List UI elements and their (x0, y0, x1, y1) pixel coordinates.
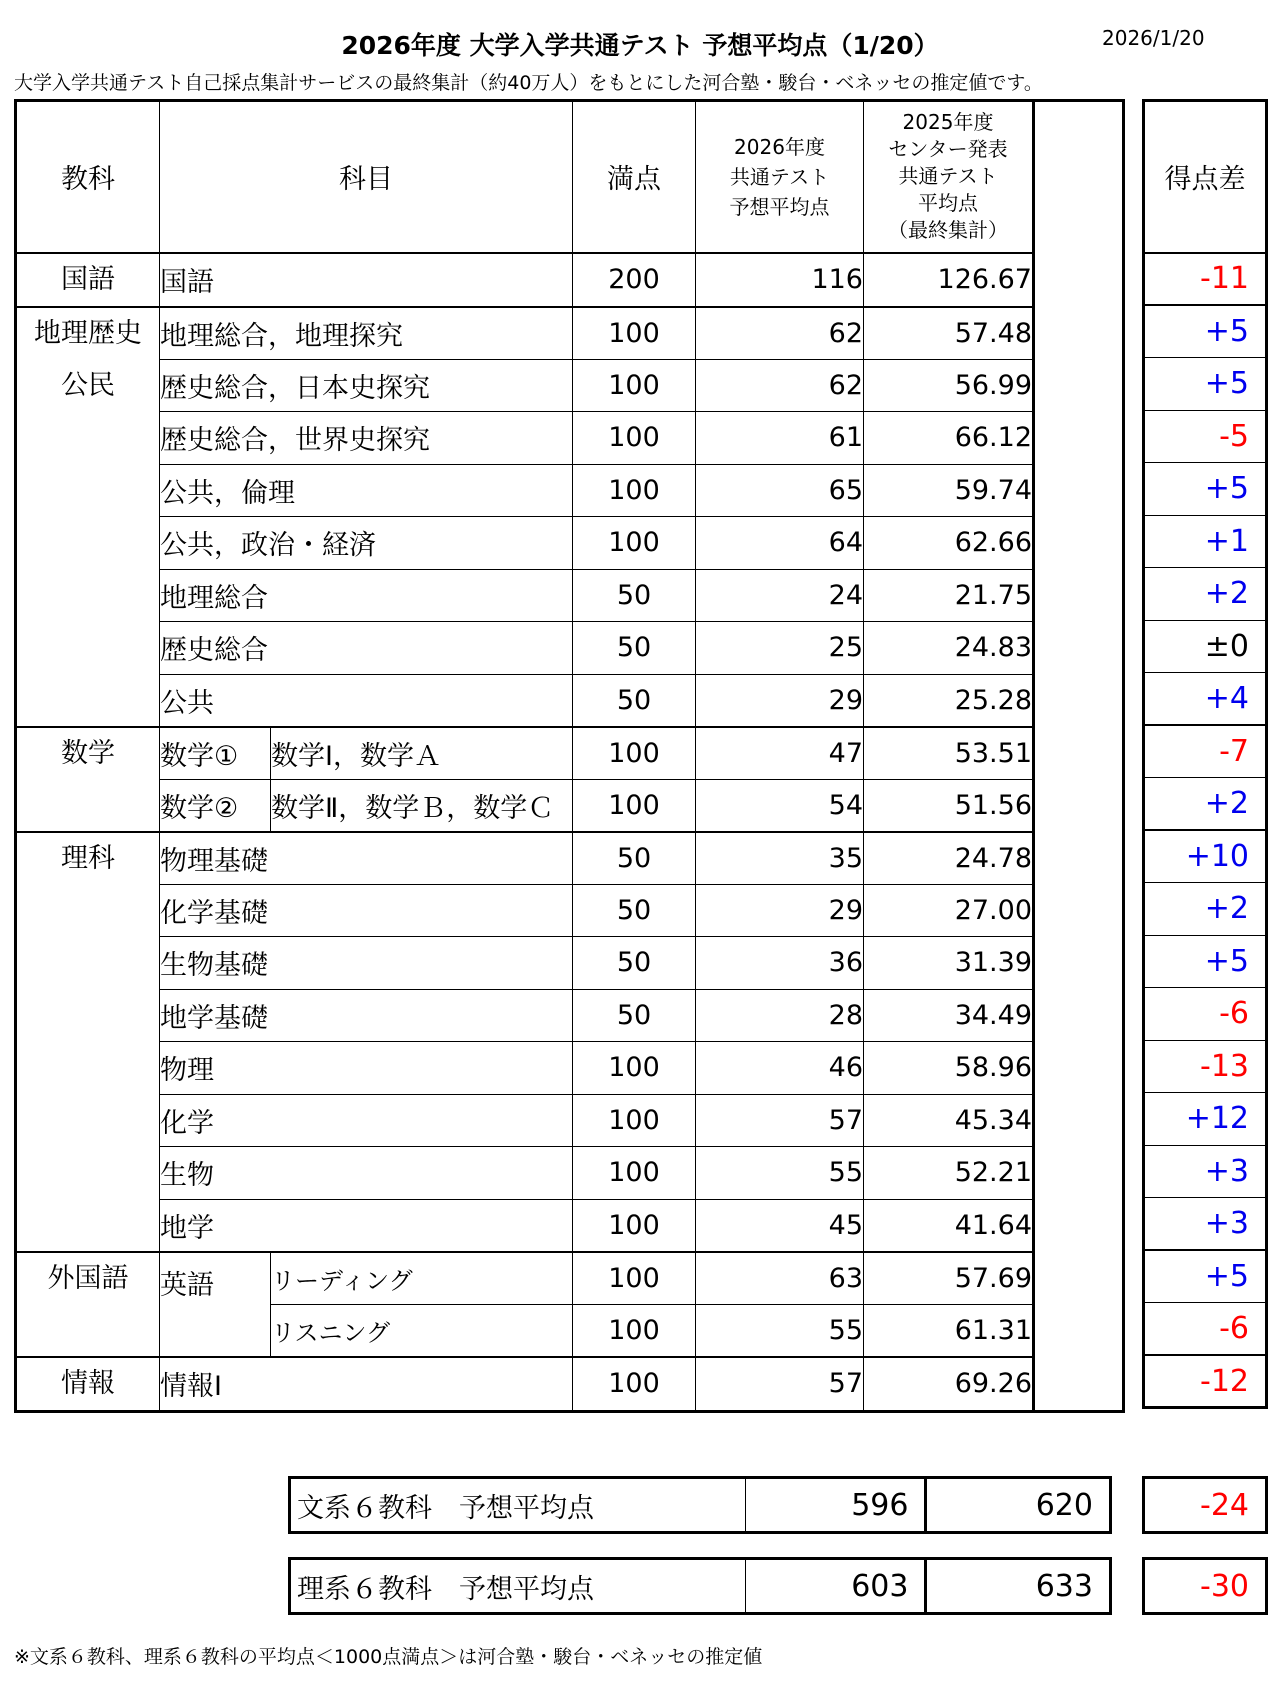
diff-row (1144, 883, 1267, 936)
subject-cell: 化学基礎 (160, 884, 573, 937)
subject-cell: 公共，倫理 (160, 464, 573, 517)
subject-cell: 物理 (160, 1042, 573, 1095)
header-pred-line: 共通テスト (729, 164, 830, 189)
diff-row (1144, 253, 1267, 306)
rikei-total-prev: 633 (1035, 1568, 1093, 1604)
pred-2026-cell: 54 (696, 779, 864, 832)
table-row (16, 517, 1124, 570)
header-avg-2025 (864, 101, 1034, 253)
subsubject-cell: リーディング (271, 1252, 573, 1305)
pred-2026-cell: 61 (696, 412, 864, 465)
diff-row (1144, 778, 1267, 831)
diff-cell: +5 (1144, 1250, 1267, 1303)
full-score-cell: 100 (573, 1042, 696, 1095)
full-score-cell: 100 (573, 1199, 696, 1252)
diff-row (1144, 935, 1267, 988)
avg-2025-cell: 53.51 (864, 727, 1034, 780)
avg-2025-cell: 57.48 (864, 307, 1034, 360)
diff-row (1144, 305, 1267, 358)
subject-cell: 国語 (160, 253, 573, 307)
header-avg-line: （最終集計） (888, 218, 1008, 243)
avg-2025-cell: 62.66 (864, 517, 1034, 570)
table-header-row (16, 101, 1124, 253)
kyouka-label: 理科 (61, 842, 115, 874)
kyouka-cell (16, 727, 160, 832)
gap-cell (1034, 727, 1124, 780)
gap-cell (1034, 101, 1124, 253)
pred-2026-cell: 55 (696, 1304, 864, 1357)
pred-2026-cell: 65 (696, 464, 864, 517)
gap-cell (1034, 517, 1124, 570)
full-score-cell: 50 (573, 989, 696, 1042)
pred-2026-cell: 29 (696, 674, 864, 727)
header-avg-line: 共通テスト (898, 164, 998, 189)
page-subtitle: 大学入学共通テスト自己採点集計サービスの最終集計（約40万人）をもとにした河合塾・駿台・ベネッセの推定値です。 (14, 72, 1043, 94)
full-score-cell: 100 (573, 1094, 696, 1147)
kyouka-label: 数学 (61, 737, 115, 769)
kyouka-label: 情報 (61, 1367, 115, 1399)
subject-cell: 生物基礎 (160, 937, 573, 990)
gap-cell (1034, 359, 1124, 412)
diff-table (1142, 99, 1268, 1409)
rikei-total-pred: 603 (746, 1560, 928, 1612)
gap-cell (1034, 1252, 1124, 1305)
full-score-cell: 100 (573, 1357, 696, 1412)
diff-cell: +3 (1144, 1145, 1267, 1198)
header-kyouka: 教科 (16, 101, 160, 253)
diff-cell: -6 (1144, 988, 1267, 1041)
kyouka-cell (16, 1252, 160, 1357)
diff-row (1144, 568, 1267, 621)
kyouka-label: 国語 (61, 263, 115, 295)
diff-row (1144, 830, 1267, 883)
full-score-cell: 50 (573, 569, 696, 622)
full-score-cell: 50 (573, 832, 696, 885)
full-score-cell: 100 (573, 1147, 696, 1200)
pred-2026-cell: 62 (696, 307, 864, 360)
gap-cell (1034, 989, 1124, 1042)
gap-cell (1034, 1357, 1124, 1412)
header-avg-line: センター発表 (888, 137, 1008, 162)
diff-row (1144, 515, 1267, 568)
diff-row (1144, 1355, 1267, 1408)
kyouka-cell (16, 832, 160, 1252)
table-row (16, 1147, 1124, 1200)
diff-cell: -11 (1144, 253, 1267, 306)
rikei-total-diff: -30 (1142, 1557, 1268, 1615)
table-row (16, 1199, 1124, 1252)
diff-cell: +2 (1144, 568, 1267, 621)
subject-cell: 地学基礎 (160, 989, 573, 1042)
gap-cell (1034, 569, 1124, 622)
gap-cell (1034, 779, 1124, 832)
table-row (16, 989, 1124, 1042)
avg-2025-cell: 51.56 (864, 779, 1034, 832)
pred-2026-cell: 25 (696, 622, 864, 675)
diff-cell: +2 (1144, 883, 1267, 936)
avg-2025-cell: 59.74 (864, 464, 1034, 517)
full-score-cell: 100 (573, 1252, 696, 1305)
subject-cell: 物理基礎 (160, 832, 573, 885)
bunkei-total-box (288, 1476, 1112, 1534)
bunkei-total-prev: 620 (1035, 1487, 1093, 1523)
gap-cell (1034, 674, 1124, 727)
subsubject-cell: リスニング (271, 1304, 573, 1357)
subject-cell: 生物 (160, 1147, 573, 1200)
full-score-cell: 50 (573, 937, 696, 990)
diff-cell: -7 (1144, 725, 1267, 778)
pred-2026-cell: 46 (696, 1042, 864, 1095)
table-row (16, 1357, 1124, 1412)
gap-cell (1034, 1042, 1124, 1095)
avg-2025-cell: 25.28 (864, 674, 1034, 727)
table-row (16, 674, 1124, 727)
header-pred-line: 2026年度 (734, 134, 825, 159)
avg-2025-cell: 45.34 (864, 1094, 1034, 1147)
table-row (16, 359, 1124, 412)
table-row (16, 779, 1124, 832)
table-row (16, 937, 1124, 990)
diff-cell: -12 (1144, 1355, 1267, 1408)
pred-2026-cell: 62 (696, 359, 864, 412)
table-row (16, 622, 1124, 675)
table-row (16, 832, 1124, 885)
diff-cell: -13 (1144, 1040, 1267, 1093)
table-row (16, 1042, 1124, 1095)
pred-2026-cell: 24 (696, 569, 864, 622)
avg-2025-cell: 57.69 (864, 1252, 1034, 1305)
header-pred-line: 予想平均点 (729, 194, 830, 219)
subject-cell: 化学 (160, 1094, 573, 1147)
gap-cell (1034, 832, 1124, 885)
diff-row (1144, 1250, 1267, 1303)
pred-2026-cell: 47 (696, 727, 864, 780)
page-title: 2026年度 大学入学共通テスト 予想平均点（1/20） (341, 31, 939, 60)
diff-row (1144, 358, 1267, 411)
avg-2025-cell: 41.64 (864, 1199, 1034, 1252)
subject-cell: 地理総合 (160, 569, 573, 622)
pred-2026-cell: 45 (696, 1199, 864, 1252)
diff-cell: -6 (1144, 1303, 1267, 1356)
subject-cell: 歴史総合 (160, 622, 573, 675)
avg-2025-cell: 21.75 (864, 569, 1034, 622)
diff-cell: +1 (1144, 515, 1267, 568)
subject-cell: 公共 (160, 674, 573, 727)
pred-2026-cell: 55 (696, 1147, 864, 1200)
diff-cell: +5 (1144, 463, 1267, 516)
table-row (16, 307, 1124, 360)
table-row (16, 253, 1124, 307)
full-score-cell: 100 (573, 464, 696, 517)
footnote: ※文系６教科、理系６教科の平均点＜1000点満点＞は河合塾・駿台・ベネッセの推定値 (14, 1646, 763, 1668)
subject-cell: 情報Ⅰ (160, 1357, 573, 1412)
diff-cell: +12 (1144, 1093, 1267, 1146)
bunkei-total-diff: -24 (1142, 1476, 1268, 1534)
gap-cell (1034, 412, 1124, 465)
table-row (16, 569, 1124, 622)
full-score-cell: 50 (573, 884, 696, 937)
diff-cell: +5 (1144, 358, 1267, 411)
avg-2025-cell: 24.83 (864, 622, 1034, 675)
diff-cell: +3 (1144, 1198, 1267, 1251)
avg-2025-cell: 58.96 (864, 1042, 1034, 1095)
diff-row (1144, 1093, 1267, 1146)
diff-cell: +4 (1144, 673, 1267, 726)
table-row (16, 1094, 1124, 1147)
pred-2026-cell: 57 (696, 1357, 864, 1412)
avg-2025-cell: 66.12 (864, 412, 1034, 465)
rikei-total-label: 理系６教科 予想平均点 (291, 1560, 746, 1612)
page-date: 2026/1/20 (1102, 26, 1205, 50)
pred-2026-cell: 29 (696, 884, 864, 937)
full-score-cell: 100 (573, 727, 696, 780)
header-avg-line: 2025年度 (902, 110, 994, 135)
subject-cell: 英語 (160, 1252, 271, 1357)
full-score-cell: 100 (573, 517, 696, 570)
kyouka-label-2: 公民 (61, 369, 115, 401)
pred-2026-cell: 63 (696, 1252, 864, 1305)
header-avg-line: 平均点 (918, 191, 978, 216)
gap-cell (1034, 622, 1124, 675)
kyouka-cell (16, 307, 160, 727)
diff-row (1144, 988, 1267, 1041)
rikei-total-box (288, 1557, 1112, 1615)
diff-cell: +2 (1144, 778, 1267, 831)
table-row (16, 1252, 1124, 1305)
diff-cell: +5 (1144, 935, 1267, 988)
subject-cell: 公共，政治・経済 (160, 517, 573, 570)
avg-2025-cell: 69.26 (864, 1357, 1034, 1412)
table-row (16, 412, 1124, 465)
diff-cell: -5 (1144, 410, 1267, 463)
diff-row (1144, 1198, 1267, 1251)
score-table (14, 99, 1125, 1413)
gap-cell (1034, 937, 1124, 990)
avg-2025-cell: 27.00 (864, 884, 1034, 937)
full-score-cell: 200 (573, 253, 696, 307)
diff-row (1144, 410, 1267, 463)
pred-2026-cell: 35 (696, 832, 864, 885)
full-score-cell: 50 (573, 622, 696, 675)
full-score-cell: 100 (573, 779, 696, 832)
pred-2026-cell: 57 (696, 1094, 864, 1147)
subject-cell: 数学① (160, 727, 271, 780)
avg-2025-cell: 126.67 (864, 253, 1034, 307)
diff-row (1144, 673, 1267, 726)
full-score-cell: 50 (573, 674, 696, 727)
kyouka-label: 外国語 (47, 1262, 129, 1294)
bunkei-total-label: 文系６教科 予想平均点 (291, 1479, 746, 1531)
header-pred-2026 (696, 101, 864, 253)
pred-2026-cell: 36 (696, 937, 864, 990)
avg-2025-cell: 56.99 (864, 359, 1034, 412)
diff-cell: +10 (1144, 830, 1267, 883)
gap-cell (1034, 1147, 1124, 1200)
gap-cell (1034, 464, 1124, 517)
pred-2026-cell: 116 (696, 253, 864, 307)
gap-cell (1034, 1304, 1124, 1357)
bunkei-total-pred: 596 (746, 1479, 928, 1531)
avg-2025-cell: 24.78 (864, 832, 1034, 885)
subject-cell: 地理総合，地理探究 (160, 307, 573, 360)
avg-2025-cell: 34.49 (864, 989, 1034, 1042)
header-kamoku: 科目 (160, 101, 573, 253)
diff-row (1144, 463, 1267, 516)
full-score-cell: 100 (573, 1304, 696, 1357)
subject-cell: 歴史総合，世界史探究 (160, 412, 573, 465)
table-row (16, 884, 1124, 937)
kyouka-label: 地理歴史 (34, 317, 142, 349)
gap-cell (1034, 884, 1124, 937)
pred-2026-cell: 64 (696, 517, 864, 570)
subject-cell: 地学 (160, 1199, 573, 1252)
gap-cell (1034, 253, 1124, 307)
avg-2025-cell: 31.39 (864, 937, 1034, 990)
diff-row (1144, 620, 1267, 673)
avg-2025-cell: 61.31 (864, 1304, 1034, 1357)
subsubject-cell: 数学Ⅱ，数学Ｂ，数学Ｃ (271, 779, 573, 832)
full-score-cell: 100 (573, 412, 696, 465)
gap-cell (1034, 1094, 1124, 1147)
kyouka-cell (16, 1357, 160, 1412)
diff-cell: ±0 (1144, 620, 1267, 673)
kyouka-cell (16, 253, 160, 307)
table-row (16, 727, 1124, 780)
diff-cell: +5 (1144, 305, 1267, 358)
diff-row (1144, 1040, 1267, 1093)
subject-cell: 数学② (160, 779, 271, 832)
header-diff: 得点差 (1144, 101, 1267, 253)
header-manten: 満点 (573, 101, 696, 253)
subject-cell: 歴史総合，日本史探究 (160, 359, 573, 412)
full-score-cell: 100 (573, 359, 696, 412)
table-row (16, 464, 1124, 517)
pred-2026-cell: 28 (696, 989, 864, 1042)
avg-2025-cell: 52.21 (864, 1147, 1034, 1200)
subsubject-cell: 数学Ⅰ，数学Ａ (271, 727, 573, 780)
full-score-cell: 100 (573, 307, 696, 360)
diff-row (1144, 1145, 1267, 1198)
diff-row (1144, 1303, 1267, 1356)
diff-row (1144, 725, 1267, 778)
gap-cell (1034, 1199, 1124, 1252)
gap-cell (1034, 307, 1124, 360)
